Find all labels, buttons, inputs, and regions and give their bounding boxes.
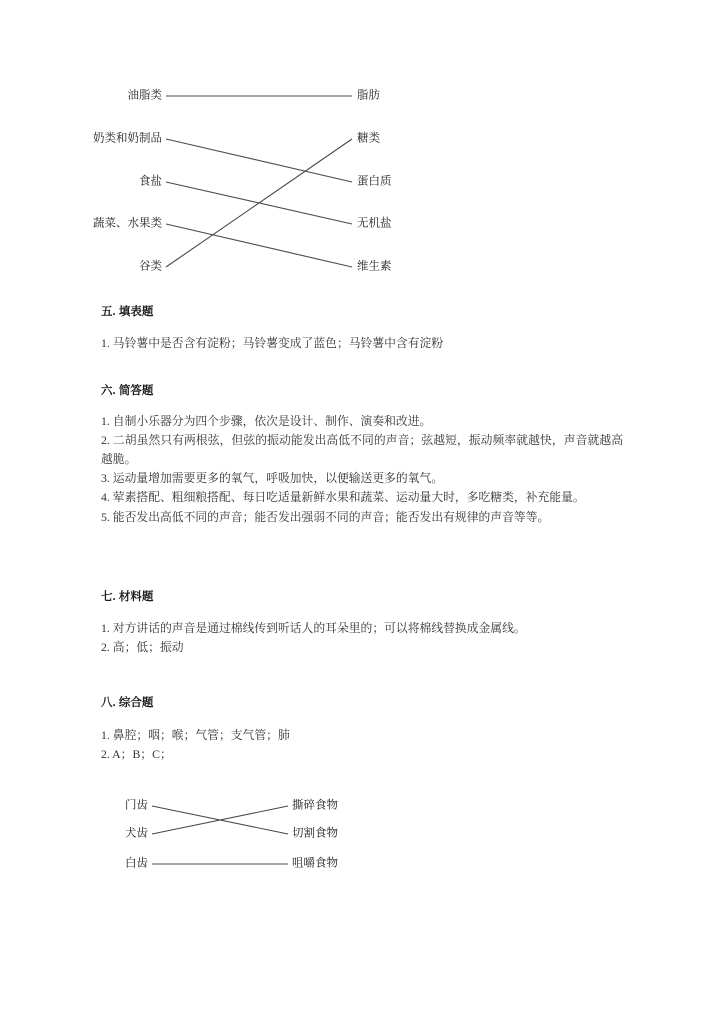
short-answer-item-5: 5. 能否发出高低不同的声音；能否发出强弱不同的声音；能否发出有规律的声音等等。	[101, 509, 550, 524]
section-heading-short-answer: 六. 简答题	[101, 385, 154, 397]
section-body-short-answer	[101, 412, 623, 527]
short-answer-item-1: 1. 自制小乐器分为四个步骤，依次是设计、制作、演奏和改进。	[101, 414, 432, 428]
short-answer-item-3: 3. 运动量增加需要更多的氧气，呼吸加快，以便输送更多的氧气。	[101, 471, 444, 486]
section-body-fill-table	[101, 334, 623, 353]
teeth-right-label-1: 撕碎食物	[292, 799, 338, 812]
food-left-label-3: 食盐	[139, 175, 162, 188]
comprehensive-item-1: 1. 鼻腔；咽；喉；气管；支气管；肺	[101, 728, 290, 742]
food-right-label-4: 无机盐	[357, 217, 392, 230]
section-heading-fill-table: 五. 填表题	[101, 306, 154, 318]
line-vegfruit-to-vitamin	[166, 224, 352, 267]
food-right-label-3: 蛋白质	[357, 175, 392, 188]
material-item-2: 2. 高；低；振动	[101, 640, 184, 655]
teeth-right-label-2: 切割食物	[292, 827, 338, 840]
teeth-left-label-2: 犬齿	[125, 827, 148, 840]
teeth-matching-lines	[0, 788, 720, 878]
material-item-1: 1. 对方讲话的声音是通过棉线传到听话人的耳朵里的；可以将棉线替换成金属线。	[101, 621, 526, 635]
section-heading-comprehensive: 八. 综合题	[101, 697, 154, 709]
short-answer-item-4: 4. 荤素搭配、粗细粮搭配、每日吃适量新鲜水果和蔬菜、运动量大时，多吃糖类，补充能量。	[101, 490, 585, 505]
line-grain-to-sugar	[166, 139, 352, 267]
fill-table-item-1: 1. 马铃薯中是否含有淀粉；马铃薯变成了蓝色；马铃薯中含有淀粉	[101, 336, 444, 350]
food-left-label-4: 蔬菜、水果类	[93, 217, 162, 230]
food-right-label-2: 糖类	[357, 132, 380, 145]
section-body-comprehensive	[101, 726, 623, 764]
short-answer-item-2: 2. 二胡虽然只有两根弦，但弦的振动能发出高低不同的声音；弦越短，振动频率就越快，声音就越高越脆。	[101, 433, 623, 467]
food-nutrient-matching-diagram	[0, 72, 720, 277]
teeth-right-label-3: 咀嚼食物	[292, 857, 338, 870]
food-right-label-5: 维生素	[357, 260, 392, 273]
section-body-material	[101, 619, 623, 657]
teeth-left-label-3: 白齿	[125, 857, 148, 870]
comprehensive-item-2: 2. A；B；C；	[101, 747, 172, 762]
food-left-label-1: 油脂类	[127, 89, 162, 102]
food-left-label-5: 谷类	[139, 260, 162, 273]
teeth-left-label-1: 门齿	[125, 799, 148, 812]
food-right-label-1: 脂肪	[357, 89, 380, 102]
teeth-function-matching-diagram	[0, 788, 720, 878]
section-heading-material: 七. 材料题	[101, 591, 154, 603]
line-dairy-to-protein	[166, 139, 352, 182]
food-left-label-2: 奶类和奶制品	[93, 132, 162, 145]
